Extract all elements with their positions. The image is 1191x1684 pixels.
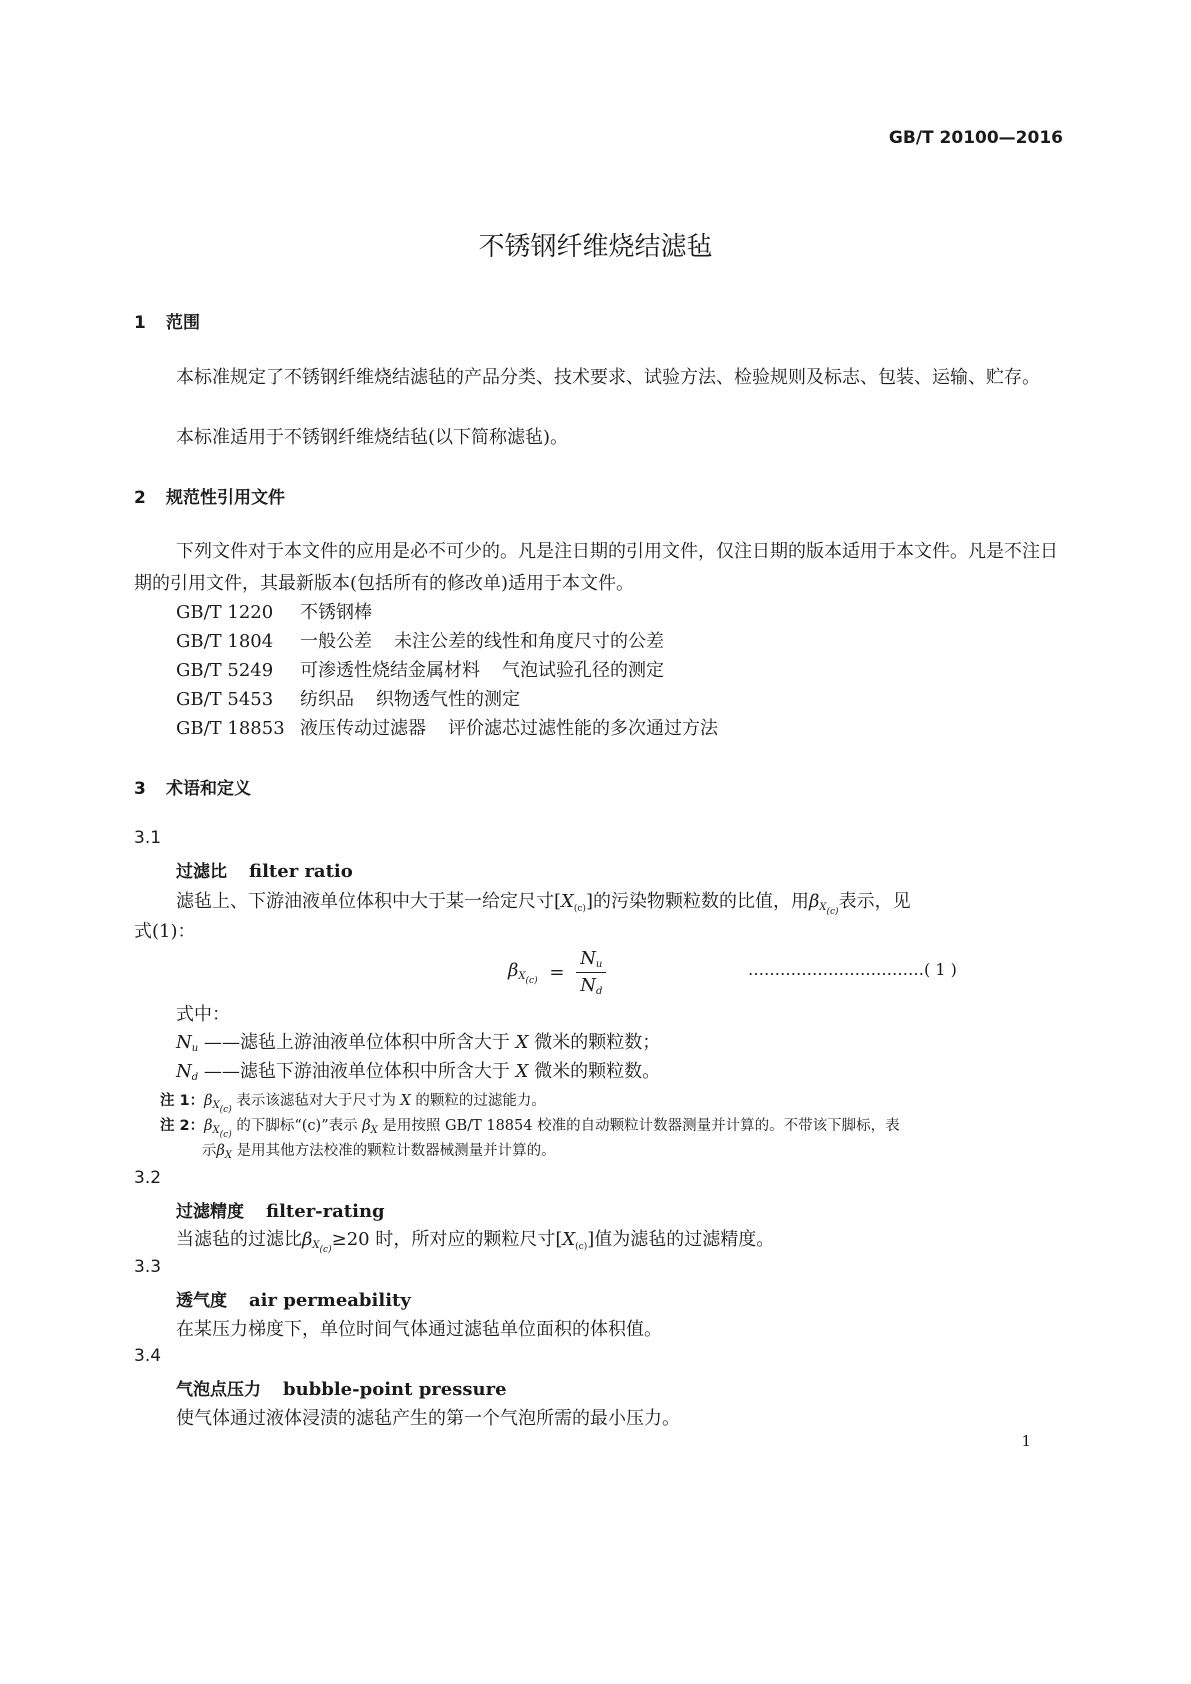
section-number: 3 <box>134 779 146 799</box>
section-2-heading <box>134 483 285 508</box>
normative-ref-intro: 下列文件对于本文件的应用是必不可少的。凡是注日期的引用文件，仅注日期的版本适用于本文件。凡是不注日期的引用文件，其最新版本(包括所有的修改单)适用于本文件。 <box>134 541 1058 594</box>
standard-code-header: GB/T 20100—2016 <box>888 128 1063 148</box>
page-number: 1 <box>1021 1432 1031 1450</box>
term-definition: 滤毡上、下游油液单位体积中大于某一给定尺寸$[X_{(c)}]$的污染物颗粒数的比值，用$\beta_{X_{(c)}}$表示，见 <box>176 891 911 917</box>
section-3-heading <box>134 774 251 799</box>
reference-title: 可渗透性烧结金属材料 <box>300 660 480 681</box>
reference-code: GB/T 1220 <box>176 602 274 623</box>
reference-subtitle: 气泡试验孔径的测定 <box>502 660 664 681</box>
term-chinese: 气泡点压力 <box>176 1380 261 1400</box>
reference-subtitle: 评价滤芯过滤性能的多次通过方法 <box>448 718 718 739</box>
scope-paragraph-1: 本标准规定了不锈钢纤维烧结滤毡的产品分类、技术要求、试验方法、检验规则及标志、包装、运输、贮存。 <box>176 367 1040 388</box>
reference-code: GB/T 18853 <box>176 718 285 739</box>
term-heading <box>176 1286 411 1311</box>
reference-code: GB/T 5453 <box>176 689 274 710</box>
term-definition: 当滤毡的过滤比$\beta_{X_{(c)}}\ge 20$ 时，所对应的颗粒尺寸$[X_{(c)}]$值为滤毡的过滤精度。 <box>176 1229 775 1255</box>
reference-item <box>176 627 664 653</box>
equation-1: $\beta_{X_{(c)}}$ = $\frac{N_u}{N_d}$ <box>508 948 606 997</box>
equation-fraction: $\frac{N_u}{N_d}$ <box>576 948 606 997</box>
section-number: 2 <box>134 488 146 508</box>
term-english: bubble-point pressure <box>283 1379 507 1400</box>
term-english: filter ratio <box>249 861 353 882</box>
term-english: filter-rating <box>266 1201 385 1222</box>
reference-item <box>176 685 520 711</box>
note-1: 注 1：$\beta_{X_{(c)}}$ 表示该滤毡对大于尺寸为 X 的颗粒的过滤能力。 <box>160 1093 546 1115</box>
reference-title: 不锈钢棒 <box>300 602 372 623</box>
section-title: 规范性引用文件 <box>166 488 285 508</box>
note-2: 注 2：$\beta_{X_{(c)}}$ 的下脚标“(c)”表示 $\beta_X$ 是用按照 GB/T 18854 校准的自动颗粒计数器测量并计算的。不带该下脚标，表 <box>160 1118 900 1140</box>
term-definition: 使气体通过液体浸渍的滤毡产生的第一个气泡所需的最小压力。 <box>176 1408 680 1429</box>
symbol-definition: $N_u$ ——滤毡上游油液单位体积中所含大于 X 微米的颗粒数； <box>176 1032 661 1054</box>
reference-code: GB/T 5249 <box>176 660 274 681</box>
reference-title: 一般公差 <box>300 631 372 652</box>
symbol-definition: $N_d$ ——滤毡下游油液单位体积中所含大于 X 微米的颗粒数。 <box>176 1061 661 1083</box>
where-label: 式中： <box>176 1004 230 1025</box>
term-chinese: 过滤比 <box>176 862 227 882</box>
reference-title: 液压传动过滤器 <box>300 718 426 739</box>
clause-number: 3.3 <box>134 1257 162 1277</box>
clause-number: 3.1 <box>134 828 162 848</box>
section-title: 术语和定义 <box>166 779 251 799</box>
term-definition: 在某压力梯度下，单位时间气体通过滤毡单位面积的体积值。 <box>176 1319 662 1340</box>
reference-item <box>176 714 718 740</box>
reference-subtitle: 织物透气性的测定 <box>376 689 520 710</box>
term-definition-cont: 式(1)： <box>134 921 196 942</box>
document-title: 不锈钢纤维烧结滤毡 <box>478 232 713 262</box>
term-heading <box>176 857 353 882</box>
reference-code: GB/T 1804 <box>176 631 274 652</box>
term-heading <box>176 1197 385 1222</box>
clause-number: 3.4 <box>134 1346 162 1366</box>
term-chinese: 透气度 <box>176 1291 227 1311</box>
section-title: 范围 <box>166 313 200 333</box>
reference-title: 纺织品 <box>300 689 354 710</box>
equation-number: ……………………………( 1 ) <box>748 960 957 979</box>
term-english: air permeability <box>249 1290 411 1311</box>
section-number: 1 <box>134 313 146 333</box>
section-1-heading <box>134 308 200 333</box>
reference-item <box>176 598 372 624</box>
reference-item <box>176 656 664 682</box>
clause-number: 3.2 <box>134 1168 162 1188</box>
reference-subtitle: 未注公差的线性和角度尺寸的公差 <box>394 631 664 652</box>
scope-paragraph-2: 本标准适用于不锈钢纤维烧结毡(以下简称滤毡)。 <box>176 427 569 448</box>
term-heading <box>176 1375 507 1400</box>
term-chinese: 过滤精度 <box>176 1202 244 1222</box>
note-2-cont: 示$\beta_X$ 是用其他方法校准的颗粒计数器械测量并计算的。 <box>202 1143 556 1161</box>
